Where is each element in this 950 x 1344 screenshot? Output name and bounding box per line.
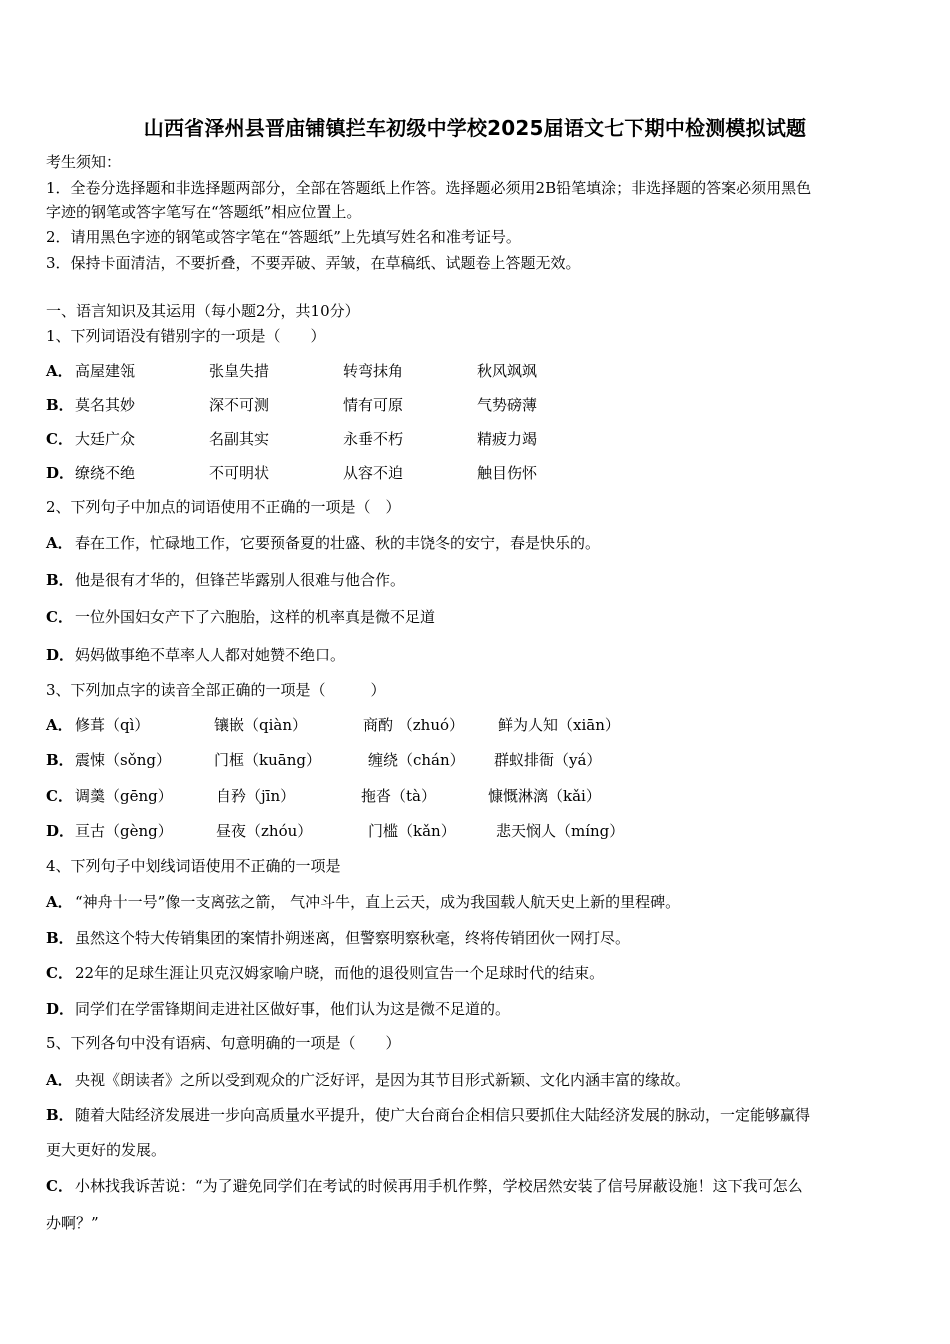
option-item: 缠绕（chán） — [368, 751, 465, 769]
option-text-continued: 办啊？” — [46, 1214, 99, 1232]
option-label: B． — [46, 929, 74, 947]
option-label: D． — [46, 646, 75, 664]
option-item: 调羹（gēng） — [75, 787, 173, 805]
option-word: 情有可原 — [343, 396, 404, 414]
notice-item: 字迹的钢笔或答字笔写在“答题纸”相应位置上。 — [46, 203, 362, 221]
option-label: D． — [46, 1000, 75, 1018]
option-item: 震悚（sǒng） — [75, 751, 171, 769]
option-word: 高屋建瓴 — [75, 362, 136, 380]
option-word: 莫名其妙 — [75, 396, 136, 414]
option-label: C． — [46, 608, 73, 626]
option-text: 虽然这个特大传销集团的案情扑朔迷离，但警察明察秋毫，终将传销团伙一网打尽。 — [75, 929, 631, 947]
notice-heading: 考生须知： — [46, 153, 122, 171]
option-text: “神舟十一号”像一支离弦之箭， 气冲斗牛，直上云天，成为我国载人航天史上新的里程碑。 — [75, 893, 681, 911]
option-label: C． — [46, 964, 73, 982]
page-title: 山西省泽州县晋庙铺镇拦车初级中学校2025届语文七下期中检测模拟试题 — [143, 116, 807, 140]
option-item: 拖沓（tà） — [361, 787, 436, 805]
section-heading: 一、语言知识及其运用（每小题2分，共10分） — [46, 302, 360, 320]
option-item: 昼夜（zhóu） — [216, 822, 313, 840]
option-label: A． — [46, 893, 73, 911]
option-label: A． — [46, 1071, 73, 1089]
notice-item: 1．全卷分选择题和非选择题两部分，全部在答题纸上作答。选择题必须用2B铅笔填涂；非选择题的答案必须用黑色 — [46, 179, 812, 197]
option-item: 镶嵌（qiàn） — [214, 716, 308, 734]
option-text: 同学们在学雷锋期间走进社区做好事，他们认为这是微不足道的。 — [75, 1000, 511, 1018]
option-label: D． — [46, 822, 75, 840]
notice-item: 3．保持卡面清洁，不要折叠，不要弄破、弄皱，在草稿纸、试题卷上答题无效。 — [46, 254, 581, 272]
option-item: 商酌 （zhuó） — [363, 716, 465, 734]
option-label: A． — [46, 534, 73, 552]
option-word: 大廷广众 — [75, 430, 136, 448]
question-stem: 4、下列句子中划线词语使用不正确的一项是 — [46, 857, 341, 875]
option-text: 他是很有才华的，但锋芒毕露别人很难与他合作。 — [75, 571, 406, 589]
option-word: 缭绕不绝 — [75, 464, 136, 482]
option-word: 深不可测 — [209, 396, 270, 414]
option-item: 亘古（gèng） — [75, 822, 173, 840]
option-label: B． — [46, 1106, 74, 1124]
option-label: C． — [46, 430, 73, 448]
option-label: A． — [46, 362, 73, 380]
option-item: 自矜（jīn） — [216, 787, 296, 805]
option-label: D． — [46, 464, 75, 482]
option-text: 妈妈做事绝不草率人人都对她赞不绝口。 — [75, 646, 346, 664]
option-text: 央视《朗读者》之所以受到观众的广泛好评，是因为其节目形式新颖、文化内涵丰富的缘故。 — [75, 1071, 691, 1089]
option-word: 不可明状 — [209, 464, 270, 482]
option-text: 22年的足球生涯让贝克汉姆家喻户晓，而他的退役则宣告一个足球时代的结束。 — [75, 964, 605, 982]
question-stem: 3、下列加点字的读音全部正确的一项是（ ） — [46, 681, 386, 699]
option-word: 精疲力竭 — [477, 430, 538, 448]
option-item: 鲜为人知（xiān） — [498, 716, 620, 734]
option-text: 随着大陆经济发展进一步向高质量水平提升，使广大台商台企相信只要抓住大陆经济发展的脉动，一定能够赢得 — [75, 1106, 811, 1124]
option-word: 触目伤怀 — [477, 464, 538, 482]
option-word: 永垂不朽 — [343, 430, 404, 448]
question-stem: 1、下列词语没有错别字的一项是（ ） — [46, 327, 326, 345]
question-stem: 5、下列各句中没有语病、句意明确的一项是（ ） — [46, 1034, 401, 1052]
notice-item: 2．请用黑色字迹的钢笔或答字笔在“答题纸”上先填写姓名和准考证号。 — [46, 228, 521, 246]
option-item: 门槛（kǎn） — [368, 822, 456, 840]
option-text: 春在工作，忙碌地工作，它要预备夏的壮盛、秋的丰饶冬的安宁，春是快乐的。 — [75, 534, 601, 552]
option-text: 小林找我诉苦说：“为了避免同学们在考试的时候再用手机作弊，学校居然安装了信号屏蔽设施！这下我可怎么 — [75, 1177, 803, 1195]
option-word: 秋风飒飒 — [477, 362, 538, 380]
option-text: 一位外国妇女产下了六胞胎，这样的机率真是微不足道 — [75, 608, 436, 626]
option-word: 气势磅薄 — [477, 396, 538, 414]
option-item: 慷慨淋漓（kǎi） — [488, 787, 601, 805]
option-item: 悲天悯人（míng） — [496, 822, 625, 840]
option-label: B． — [46, 571, 74, 589]
option-label: A． — [46, 716, 73, 734]
option-word: 名副其实 — [209, 430, 270, 448]
option-word: 转弯抹角 — [343, 362, 404, 380]
option-label: B． — [46, 396, 74, 414]
option-label: C． — [46, 1177, 73, 1195]
option-item: 修葺（qì） — [75, 716, 150, 734]
option-word: 从容不迫 — [343, 464, 404, 482]
option-word: 张皇失措 — [209, 362, 270, 380]
option-label: C． — [46, 787, 73, 805]
question-stem: 2、下列句子中加点的词语使用不正确的一项是（ ） — [46, 498, 401, 516]
option-text-continued: 更大更好的发展。 — [46, 1141, 167, 1159]
option-item: 群蚁排衙（yá） — [494, 751, 602, 769]
option-label: B． — [46, 751, 74, 769]
option-item: 门框（kuāng） — [214, 751, 321, 769]
